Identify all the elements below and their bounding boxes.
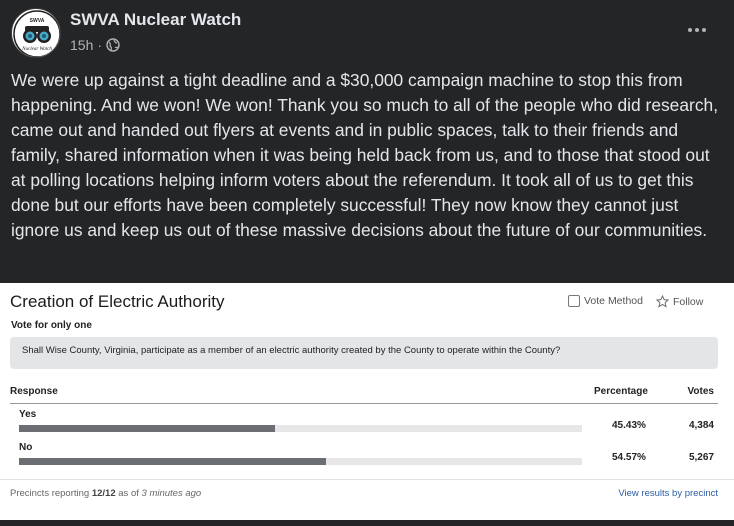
choice-yes-percentage: 45.43% bbox=[612, 420, 646, 431]
precincts-reporting bbox=[10, 488, 201, 499]
post-time[interactable]: 15h bbox=[70, 37, 94, 53]
more-horizontal-icon[interactable] bbox=[682, 20, 712, 40]
choice-no-label: No bbox=[19, 442, 33, 453]
choice-no-bar-fill bbox=[19, 458, 326, 465]
binoculars-logo bbox=[12, 9, 61, 58]
post-header bbox=[0, 0, 734, 66]
star-icon bbox=[656, 295, 669, 308]
vote-rule: Vote for only one bbox=[11, 320, 92, 331]
choice-no-votes: 5,267 bbox=[688, 452, 714, 463]
follow-label: Follow bbox=[673, 295, 704, 308]
header-response: Response bbox=[10, 386, 58, 397]
vote-method-checkbox[interactable] bbox=[568, 295, 580, 307]
contest-title: Creation of Electric Authority bbox=[10, 292, 225, 311]
logo-top-text: SWVA bbox=[29, 18, 45, 24]
vote-method-toggle[interactable] bbox=[568, 295, 643, 307]
globe-icon bbox=[106, 38, 120, 52]
header-votes: Votes bbox=[687, 386, 714, 397]
choice-yes-bar-track bbox=[19, 425, 582, 432]
post-meta bbox=[70, 37, 120, 53]
follow-button[interactable] bbox=[656, 295, 703, 308]
meta-separator: · bbox=[97, 37, 103, 53]
header-divider bbox=[10, 403, 718, 404]
choice-no-bar-track bbox=[19, 458, 582, 465]
ballot-question: Shall Wise County, Virginia, participate as a member of an electric authority created by the County to operate within the County? bbox=[10, 337, 718, 369]
logo-bottom-text: Nuclear Watch bbox=[22, 47, 52, 52]
view-results-by-precinct-link[interactable]: View results by precinct bbox=[618, 488, 718, 499]
choice-yes-bar-fill bbox=[19, 425, 275, 432]
election-results-card bbox=[0, 283, 734, 520]
precincts-as-of: as of bbox=[118, 488, 139, 499]
precincts-prefix: Precincts reporting bbox=[10, 488, 90, 499]
choice-no-percentage: 54.57% bbox=[612, 452, 646, 463]
choice-yes-label: Yes bbox=[19, 409, 37, 420]
footer-divider bbox=[0, 479, 734, 480]
page-name[interactable]: SWVA Nuclear Watch bbox=[70, 10, 242, 29]
header-percentage: Percentage bbox=[594, 386, 648, 397]
post-body: We were up against a tight deadline and a $30,000 campaign machine to stop this from happening. And we won! We won! Thank you so much to all of the people who did research, came out and handed out flyers at events and in public spaces, talk to their friends and family, shared information when it was being held back from us, and to those that stood out at polling locations helping inform voters about the referendum. It took all of us to get this done but our efforts have been completely successful! They now know they cannot just ignore us and keep us out of these massive decisions about the future of our communities. bbox=[11, 70, 719, 240]
precincts-count: 12/12 bbox=[91, 488, 116, 499]
vote-method-label: Vote Method bbox=[584, 295, 643, 307]
last-updated: 3 minutes ago bbox=[141, 488, 202, 499]
choice-yes-votes: 4,384 bbox=[688, 420, 714, 431]
page-avatar[interactable] bbox=[11, 8, 61, 58]
